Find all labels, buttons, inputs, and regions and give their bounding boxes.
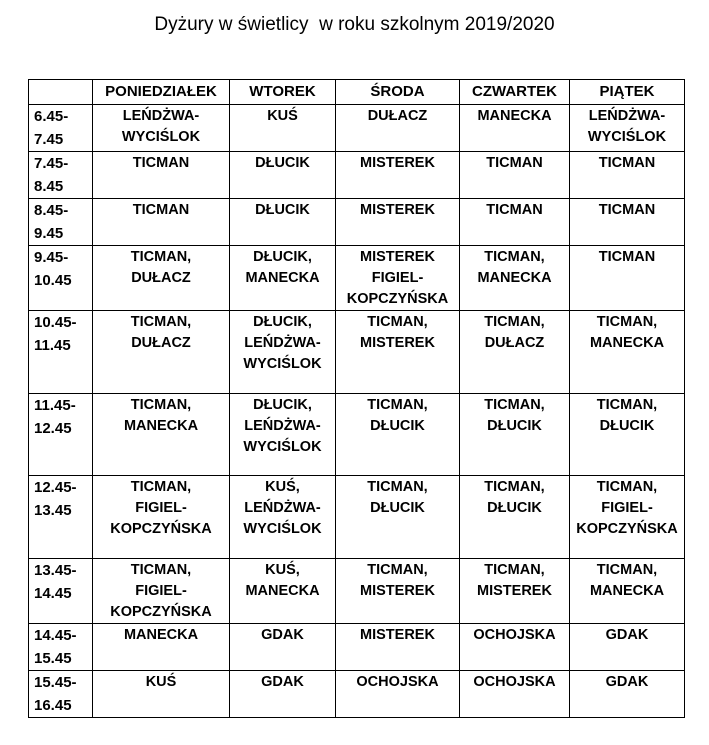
duty-cell-friday bbox=[570, 559, 685, 624]
duty-cell-tuesday bbox=[230, 152, 336, 199]
duty-name: TICMAN bbox=[598, 155, 656, 171]
time-slot-line: 7.45- bbox=[34, 155, 69, 172]
duty-name: DŁUCIK bbox=[487, 500, 542, 516]
duty-name: TICMAN, bbox=[130, 249, 192, 265]
duty-name: TICMAN bbox=[132, 155, 190, 171]
duty-cell-monday bbox=[93, 624, 230, 671]
duty-name: DŁUCIK bbox=[255, 202, 310, 218]
day-header-friday: PIĄTEK bbox=[570, 80, 685, 105]
schedule-row bbox=[29, 394, 685, 476]
duty-cell-wednesday bbox=[336, 311, 460, 394]
time-slot-line: 10.45 bbox=[34, 272, 72, 289]
duty-cell-monday bbox=[93, 671, 230, 718]
time-slot-cell bbox=[29, 559, 93, 624]
duty-name: WYCIŚLOK bbox=[587, 129, 667, 145]
duty-cell-thursday bbox=[460, 199, 570, 246]
duty-name: WYCIŚLOK bbox=[243, 521, 322, 537]
time-slot-line: 12.45 bbox=[34, 420, 72, 437]
schedule-row bbox=[29, 199, 685, 246]
duty-name: TICMAN, bbox=[484, 397, 545, 413]
duty-name: LEŃDŻWA- bbox=[122, 108, 200, 124]
duty-name: FIGIEL- bbox=[135, 583, 187, 599]
duty-name: TICMAN, bbox=[130, 479, 192, 495]
corner-cell bbox=[29, 80, 93, 105]
time-slot-line: 8.45- bbox=[34, 202, 69, 219]
duty-cell-thursday bbox=[460, 476, 570, 559]
duty-name: KUŚ bbox=[145, 674, 177, 690]
duty-name: KUŚ, bbox=[265, 479, 300, 495]
duty-name: MISTEREK bbox=[360, 202, 435, 218]
duty-cell-tuesday bbox=[230, 394, 336, 476]
duty-cell-monday bbox=[93, 105, 230, 152]
duty-name: FIGIEL- bbox=[371, 270, 424, 286]
duty-cell-tuesday bbox=[230, 105, 336, 152]
time-slot-cell bbox=[29, 105, 93, 152]
duty-name: MISTEREK bbox=[360, 155, 435, 171]
duty-name: TICMAN bbox=[598, 202, 656, 218]
time-slot-line: 12.45- bbox=[34, 479, 77, 496]
duty-name: OCHOJSKA bbox=[473, 627, 556, 643]
time-slot-line: 15.45 bbox=[34, 650, 72, 667]
duty-cell-wednesday bbox=[336, 246, 460, 311]
duty-name: LEŃDŻWA- bbox=[588, 108, 666, 124]
duty-name: DUŁACZ bbox=[367, 108, 428, 124]
day-header-monday: PONIEDZIAŁEK bbox=[93, 80, 230, 105]
duty-cell-friday bbox=[570, 311, 685, 394]
duty-name: TICMAN, bbox=[596, 314, 658, 330]
duty-cell-wednesday bbox=[336, 559, 460, 624]
time-slot-cell bbox=[29, 246, 93, 311]
duty-name: MANECKA bbox=[123, 418, 199, 434]
time-slot-line: 14.45- bbox=[34, 627, 77, 644]
duty-name: TICMAN, bbox=[484, 249, 545, 265]
schedule-row bbox=[29, 311, 685, 394]
duty-cell-thursday bbox=[460, 671, 570, 718]
duty-name: KUŚ, bbox=[265, 562, 300, 578]
time-slot-cell bbox=[29, 671, 93, 718]
duty-cell-tuesday bbox=[230, 476, 336, 559]
duty-name: MANECKA bbox=[245, 583, 320, 599]
duty-name: DŁUCIK bbox=[255, 155, 310, 171]
duty-name: FIGIEL- bbox=[601, 500, 653, 516]
duty-name: WYCIŚLOK bbox=[243, 439, 322, 455]
duty-cell-tuesday bbox=[230, 671, 336, 718]
duty-cell-thursday bbox=[460, 152, 570, 199]
day-header-tuesday: WTOREK bbox=[230, 80, 336, 105]
time-slot-line: 15.45- bbox=[34, 674, 77, 691]
time-slot-line: 8.45 bbox=[34, 178, 64, 195]
duty-cell-monday bbox=[93, 152, 230, 199]
schedule-row bbox=[29, 105, 685, 152]
time-slot-cell bbox=[29, 624, 93, 671]
time-slot-line: 9.45 bbox=[34, 225, 64, 242]
duty-cell-thursday bbox=[460, 559, 570, 624]
duty-name: DŁUCIK, bbox=[253, 249, 312, 265]
duty-name: GDAK bbox=[261, 627, 304, 643]
schedule-row bbox=[29, 152, 685, 199]
duty-name: TICMAN, bbox=[367, 479, 428, 495]
duty-name: TICMAN bbox=[598, 249, 656, 265]
duty-cell-monday bbox=[93, 476, 230, 559]
duty-name: TICMAN, bbox=[596, 397, 658, 413]
duty-cell-tuesday bbox=[230, 559, 336, 624]
duty-name: GDAK bbox=[605, 674, 649, 690]
duty-name: TICMAN, bbox=[484, 562, 545, 578]
duty-name: TICMAN, bbox=[130, 562, 192, 578]
schedule-row bbox=[29, 624, 685, 671]
duty-cell-wednesday bbox=[336, 476, 460, 559]
duty-name: TICMAN, bbox=[484, 479, 545, 495]
time-slot-line: 10.45- bbox=[34, 314, 77, 331]
duty-name: GDAK bbox=[261, 674, 304, 690]
duty-cell-monday bbox=[93, 394, 230, 476]
duty-name: MANECKA bbox=[589, 335, 665, 351]
duty-name: TICMAN, bbox=[596, 562, 658, 578]
duty-name: DŁUCIK bbox=[599, 418, 655, 434]
schedule-body bbox=[29, 105, 685, 718]
duty-cell-monday bbox=[93, 311, 230, 394]
time-slot-line: 13.45- bbox=[34, 562, 77, 579]
time-slot-line: 6.45- bbox=[34, 108, 69, 125]
duty-name: DŁUCIK bbox=[370, 418, 425, 434]
duty-cell-thursday bbox=[460, 246, 570, 311]
document-title: Dyżury w świetlicy w roku szkolnym 2019/2020 bbox=[154, 14, 555, 35]
duty-schedule-table bbox=[28, 79, 685, 718]
duty-name: TICMAN, bbox=[130, 397, 192, 413]
duty-name: TICMAN, bbox=[367, 397, 428, 413]
duty-name: KOPCZYŃSKA bbox=[576, 521, 678, 537]
duty-cell-monday bbox=[93, 559, 230, 624]
duty-cell-friday bbox=[570, 105, 685, 152]
duty-cell-thursday bbox=[460, 105, 570, 152]
duty-cell-wednesday bbox=[336, 105, 460, 152]
duty-cell-friday bbox=[570, 476, 685, 559]
duty-name: LEŃDŻWA- bbox=[244, 500, 321, 516]
duty-cell-thursday bbox=[460, 394, 570, 476]
duty-name: MISTEREK bbox=[360, 249, 435, 265]
duty-name: TICMAN, bbox=[367, 314, 428, 330]
duty-cell-tuesday bbox=[230, 624, 336, 671]
time-slot-line: 7.45 bbox=[34, 131, 64, 148]
duty-name: OCHOJSKA bbox=[473, 674, 556, 690]
time-slot-line: 11.45 bbox=[34, 337, 71, 354]
duty-cell-tuesday bbox=[230, 246, 336, 311]
duty-name: MISTEREK bbox=[360, 627, 435, 643]
duty-cell-tuesday bbox=[230, 199, 336, 246]
duty-name: GDAK bbox=[605, 627, 649, 643]
duty-name: MISTEREK bbox=[360, 583, 435, 599]
duty-name: TICMAN, bbox=[130, 314, 192, 330]
day-header-wednesday: ŚRODA bbox=[336, 80, 460, 105]
duty-name: WYCIŚLOK bbox=[243, 356, 322, 372]
schedule-row bbox=[29, 476, 685, 559]
duty-name: TICMAN, bbox=[367, 562, 428, 578]
duty-name: MANECKA bbox=[477, 270, 552, 286]
duty-name: FIGIEL- bbox=[135, 500, 187, 516]
duty-name: MISTEREK bbox=[360, 335, 435, 351]
duty-name: KOPCZYŃSKA bbox=[110, 521, 212, 537]
duty-name: TICMAN, bbox=[484, 314, 545, 330]
time-slot-line: 9.45- bbox=[34, 249, 69, 266]
duty-cell-thursday bbox=[460, 311, 570, 394]
duty-name: TICMAN bbox=[132, 202, 190, 218]
duty-cell-friday bbox=[570, 199, 685, 246]
duty-name: MANECKA bbox=[245, 270, 320, 286]
duty-name: KUŚ bbox=[267, 108, 298, 124]
time-slot-line: 13.45 bbox=[34, 502, 72, 519]
duty-cell-friday bbox=[570, 394, 685, 476]
duty-name: DŁUCIK, bbox=[253, 314, 312, 330]
schedule-row bbox=[29, 246, 685, 311]
duty-cell-friday bbox=[570, 152, 685, 199]
duty-cell-wednesday bbox=[336, 394, 460, 476]
duty-cell-wednesday bbox=[336, 624, 460, 671]
duty-cell-monday bbox=[93, 199, 230, 246]
time-slot-cell bbox=[29, 311, 93, 394]
schedule-row bbox=[29, 671, 685, 718]
duty-cell-friday bbox=[570, 624, 685, 671]
time-slot-cell bbox=[29, 476, 93, 559]
duty-name: DŁUCIK bbox=[370, 500, 425, 516]
duty-name: DUŁACZ bbox=[131, 335, 191, 351]
duty-name: TICMAN, bbox=[596, 479, 658, 495]
duty-cell-wednesday bbox=[336, 671, 460, 718]
duty-name: MANECKA bbox=[477, 108, 552, 124]
duty-cell-wednesday bbox=[336, 199, 460, 246]
duty-name: MISTEREK bbox=[477, 583, 552, 599]
duty-name: TICMAN bbox=[486, 202, 543, 218]
schedule-row bbox=[29, 559, 685, 624]
day-header-thursday: CZWARTEK bbox=[460, 80, 570, 105]
duty-name: DŁUCIK, bbox=[253, 397, 312, 413]
time-slot-line: 14.45 bbox=[34, 585, 72, 602]
duty-cell-monday bbox=[93, 246, 230, 311]
duty-name: MANECKA bbox=[123, 627, 199, 643]
duty-name: DUŁACZ bbox=[131, 270, 191, 286]
duty-name: DUŁACZ bbox=[484, 335, 545, 351]
duty-cell-thursday bbox=[460, 624, 570, 671]
time-slot-line: 11.45- bbox=[34, 397, 76, 414]
duty-cell-wednesday bbox=[336, 152, 460, 199]
time-slot-line: 16.45 bbox=[34, 697, 72, 714]
duty-cell-friday bbox=[570, 246, 685, 311]
duty-name: MANECKA bbox=[589, 583, 665, 599]
duty-name: OCHOJSKA bbox=[356, 674, 439, 690]
duty-name: TICMAN bbox=[486, 155, 543, 171]
time-slot-cell bbox=[29, 152, 93, 199]
duty-name: LEŃDŻWA- bbox=[244, 335, 321, 351]
duty-cell-tuesday bbox=[230, 311, 336, 394]
header-row bbox=[29, 80, 685, 105]
duty-name: WYCIŚLOK bbox=[121, 129, 201, 145]
duty-cell-friday bbox=[570, 671, 685, 718]
duty-name: LEŃDŻWA- bbox=[244, 418, 321, 434]
time-slot-cell bbox=[29, 394, 93, 476]
duty-name: DŁUCIK bbox=[487, 418, 542, 434]
duty-name: KOPCZYŃSKA bbox=[110, 604, 212, 620]
duty-name: KOPCZYŃSKA bbox=[346, 291, 449, 307]
time-slot-cell bbox=[29, 199, 93, 246]
